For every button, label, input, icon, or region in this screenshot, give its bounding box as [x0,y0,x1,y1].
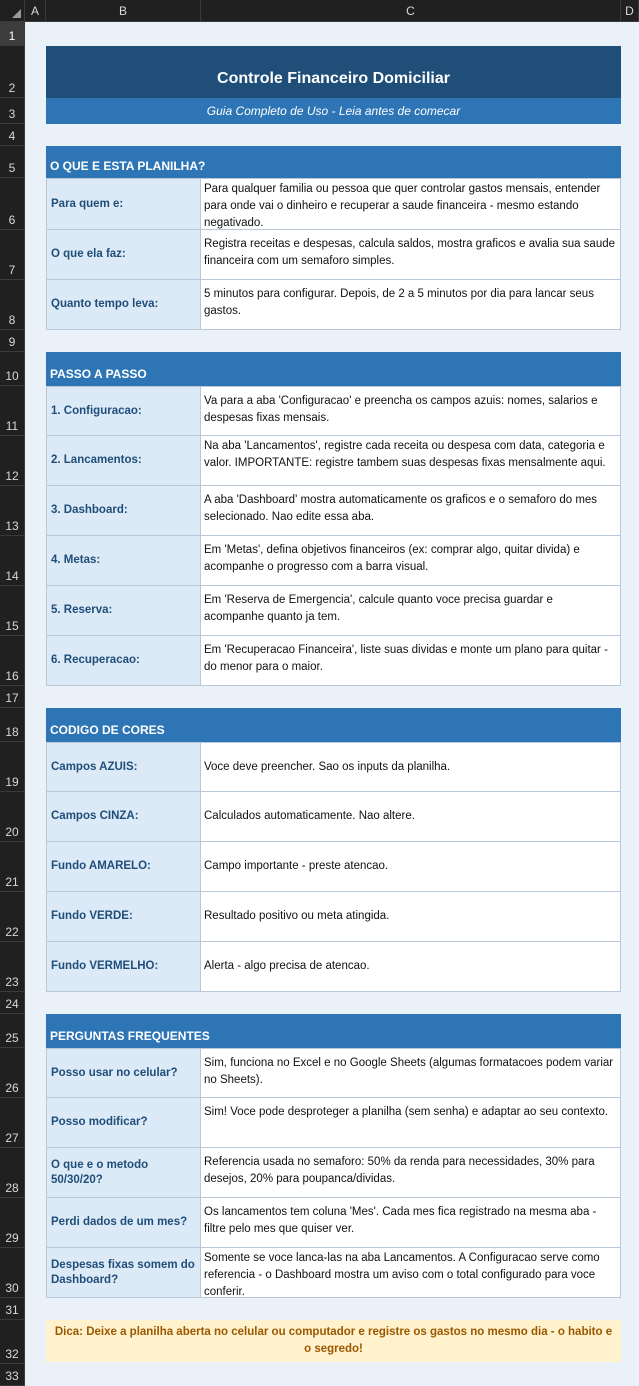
value-cell[interactable]: Registra receitas e despesas, calcula saldos, mostra graficos e avalia sua saude financeira com um semaforo simples. [201,230,621,280]
row-header-32[interactable]: 32 [0,1320,25,1364]
value-cell[interactable]: Alerta - algo precisa de atencao. [201,942,621,992]
value-cell[interactable]: Voce deve preencher. Sao os inputs da planilha. [201,742,621,792]
row-header-10[interactable]: 10 [0,352,25,386]
select-all-corner[interactable] [0,0,25,22]
label-cell[interactable]: O que e o metodo 50/30/20? [46,1148,201,1198]
row-header-8[interactable]: 8 [0,280,25,330]
column-header-c[interactable]: C [201,0,621,22]
value-cell[interactable]: Para qualquer familia ou pessoa que quer controlar gastos mensais, entender para onde vai o dinheiro e recuperar a saude financeira - mesmo estando negativado. [201,178,621,230]
row-header-16[interactable]: 16 [0,636,25,686]
label-cell[interactable]: Campos AZUIS: [46,742,201,792]
section-header-about[interactable]: O QUE E ESTA PLANILHA? [46,146,621,178]
row-header-18[interactable]: 18 [0,708,25,742]
row-header-7[interactable]: 7 [0,230,25,280]
value-cell[interactable]: Sim, funciona no Excel e no Google Sheets (algumas formatacoes podem variar no Sheets). [201,1048,621,1098]
row-header-2[interactable]: 2 [0,46,25,98]
row-header-17[interactable]: 17 [0,686,25,708]
row-header-20[interactable]: 20 [0,792,25,842]
value-cell[interactable]: Em 'Metas', defina objetivos financeiros (ex: comprar algo, quitar divida) e acompanhe o progresso com a barra visual. [201,536,621,586]
row-header-19[interactable]: 19 [0,742,25,792]
page-title[interactable]: Controle Financeiro Domiciliar [46,46,621,98]
value-cell[interactable]: Em 'Reserva de Emergencia', calcule quanto voce precisa guardar e acompanhe quanto ja tem. [201,586,621,636]
row-header-27[interactable]: 27 [0,1098,25,1148]
row-header-3[interactable]: 3 [0,98,25,124]
row-header-28[interactable]: 28 [0,1148,25,1198]
value-cell[interactable]: Os lancamentos tem coluna 'Mes'. Cada mes fica registrado na mesma aba - filtre pelo mes que quiser ver. [201,1198,621,1248]
value-cell[interactable]: Somente se voce lanca-las na aba Lancamentos. A Configuracao serve como referencia - o Dashboard mostra um aviso com o total configurado para voce conferir. [201,1248,621,1298]
row-header-29[interactable]: 29 [0,1198,25,1248]
row-header-11[interactable]: 11 [0,386,25,436]
row-header-12[interactable]: 12 [0,436,25,486]
select-all-triangle-icon [12,9,21,18]
column-header-b[interactable]: B [46,0,201,22]
column-header-d[interactable]: D [621,0,639,22]
label-cell[interactable]: 1. Configuracao: [46,386,201,436]
row-header-15[interactable]: 15 [0,586,25,636]
row-header-14[interactable]: 14 [0,536,25,586]
row-header-25[interactable]: 25 [0,1014,25,1048]
value-cell[interactable]: A aba 'Dashboard' mostra automaticamente os graficos e o semaforo do mes selecionado. Nao edite essa aba. [201,486,621,536]
value-cell[interactable]: Referencia usada no semaforo: 50% da renda para necessidades, 30% para desejos, 20% para poupanca/dividas. [201,1148,621,1198]
row-header-13[interactable]: 13 [0,486,25,536]
section-header-faq[interactable]: PERGUNTAS FREQUENTES [46,1014,621,1048]
label-cell[interactable]: Quanto tempo leva: [46,280,201,330]
label-cell[interactable]: 3. Dashboard: [46,486,201,536]
value-cell[interactable]: Va para a aba 'Configuracao' e preencha os campos azuis: nomes, salarios e despesas fixas mensais. [201,386,621,436]
value-cell[interactable]: 5 minutos para configurar. Depois, de 2 a 5 minutos por dia para lancar seus gastos. [201,280,621,330]
row-header-9[interactable]: 9 [0,330,25,352]
row-header-21[interactable]: 21 [0,842,25,892]
section-header-colors[interactable]: CODIGO DE CORES [46,708,621,742]
label-cell[interactable]: Campos CINZA: [46,792,201,842]
label-cell[interactable]: Despesas fixas somem do Dashboard? [46,1248,201,1298]
label-cell[interactable]: Fundo AMARELO: [46,842,201,892]
value-cell[interactable]: Resultado positivo ou meta atingida. [201,892,621,942]
label-cell[interactable]: 6. Recuperacao: [46,636,201,686]
row-header-33[interactable]: 33 [0,1364,25,1386]
column-header-a[interactable]: A [25,0,46,22]
value-cell[interactable]: Na aba 'Lancamentos', registre cada receita ou despesa com data, categoria e valor. IMPORTANTE: registre tambem suas despesas fixas mensalmente aqui. [201,436,621,486]
label-cell[interactable]: 4. Metas: [46,536,201,586]
page-subtitle[interactable]: Guia Completo de Uso - Leia antes de comecar [46,98,621,124]
label-cell[interactable]: Para quem e: [46,178,201,230]
value-cell[interactable]: Em 'Recuperacao Financeira', liste suas dividas e monte um plano para quitar - do menor para o maior. [201,636,621,686]
row-header-30[interactable]: 30 [0,1248,25,1298]
row-header-24[interactable]: 24 [0,992,25,1014]
label-cell[interactable]: O que ela faz: [46,230,201,280]
row-header-31[interactable]: 31 [0,1298,25,1320]
row-header-5[interactable]: 5 [0,146,25,178]
row-header-23[interactable]: 23 [0,942,25,992]
label-cell[interactable]: 5. Reserva: [46,586,201,636]
label-cell[interactable]: Fundo VERDE: [46,892,201,942]
label-cell[interactable]: Perdi dados de um mes? [46,1198,201,1248]
value-cell[interactable]: Campo importante - preste atencao. [201,842,621,892]
section-header-steps[interactable]: PASSO A PASSO [46,352,621,386]
row-header-6[interactable]: 6 [0,178,25,230]
label-cell[interactable]: Posso usar no celular? [46,1048,201,1098]
label-cell[interactable]: 2. Lancamentos: [46,436,201,486]
tip-banner[interactable]: Dica: Deixe a planilha aberta no celular ou computador e registre os gastos no mesmo dia - o habito e o segredo! [46,1320,621,1362]
value-cell[interactable]: Calculados automaticamente. Nao altere. [201,792,621,842]
row-header-26[interactable]: 26 [0,1048,25,1098]
label-cell[interactable]: Posso modificar? [46,1098,201,1148]
row-header-1[interactable]: 1 [0,22,25,46]
row-header-4[interactable]: 4 [0,124,25,146]
value-cell[interactable]: Sim! Voce pode desproteger a planilha (sem senha) e adaptar ao seu contexto. [201,1098,621,1148]
row-header-22[interactable]: 22 [0,892,25,942]
label-cell[interactable]: Fundo VERMELHO: [46,942,201,992]
